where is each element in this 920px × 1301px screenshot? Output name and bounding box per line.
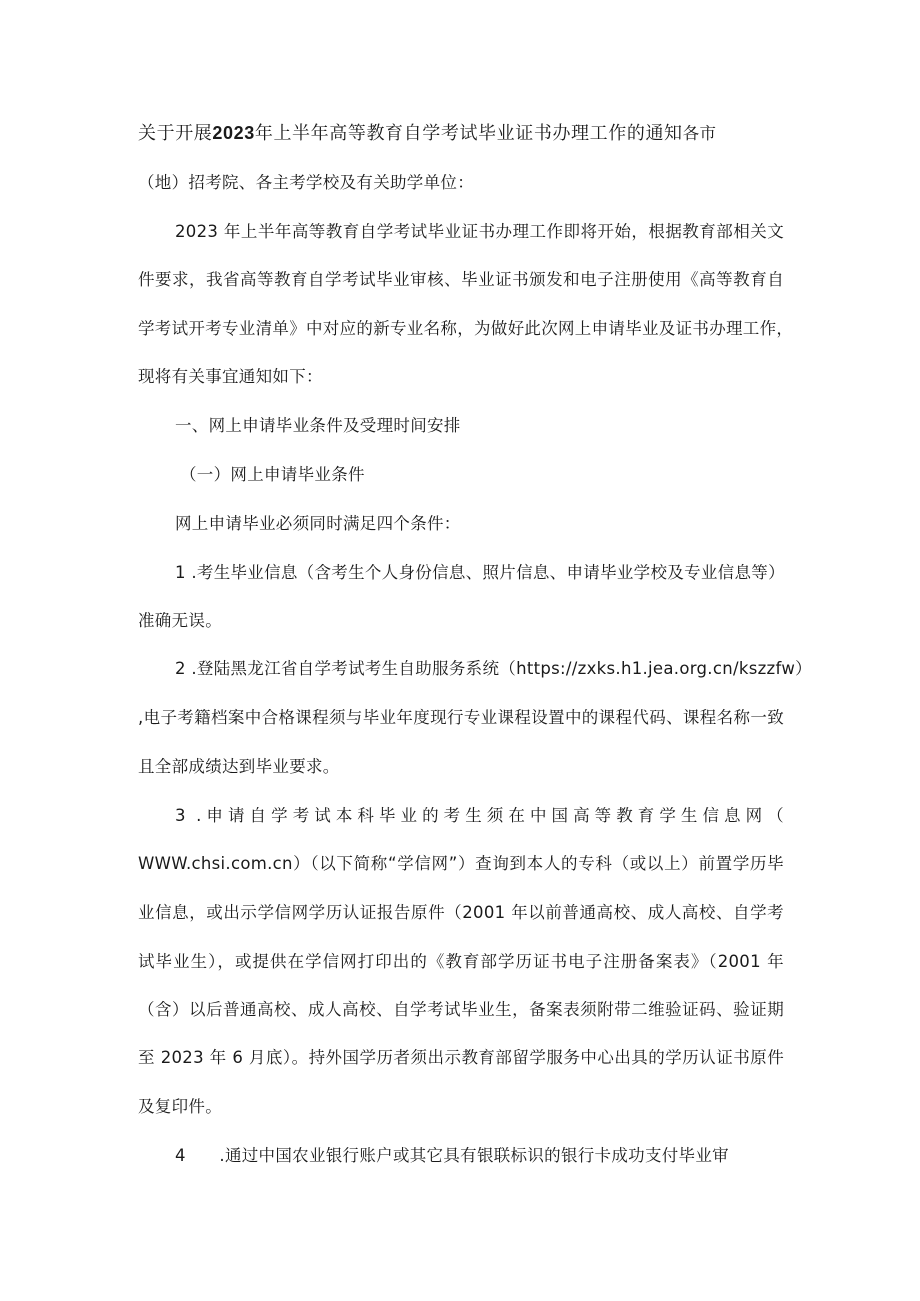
condition-3-line-2: WWW.chsi.com.cn）（以下简称“学信网”）查询到本人的专科（或以上）前置学历毕 [138, 854, 784, 873]
condition-2-line-2: ,电子考籍档案中合格课程须与毕业年度现行专业课程设置中的课程代码、课程名称一致 [138, 708, 784, 727]
condition-4-line-1: 4 .通过中国农业银行账户或其它具有银联标识的银行卡成功支付毕业审 [175, 1146, 729, 1165]
intro-line-4: 现将有关事宜通知如下： [138, 367, 323, 386]
condition-1-line-1: 1 .考生毕业信息（含考生个人身份信息、照片信息、申请毕业学校及专业信息等） [175, 563, 785, 582]
title-tail: 各市 [682, 124, 717, 143]
document-title [138, 121, 784, 146]
condition-1-line-2: 准确无误。 [138, 611, 222, 630]
condition-3-line-7: 及复印件。 [138, 1097, 222, 1116]
intro-line-2: 件要求，我省高等教育自学考试毕业审核、毕业证书颁发和电子注册使用《高等教育自 [138, 270, 784, 289]
condition-3-line-4: 试毕业生），或提供在学信网打印出的《教育部学历证书电子注册备案表》（2001 年 [138, 952, 784, 971]
condition-3-line-6: 至 2023 年 6 月底）。持外国学历者须出示教育部留学服务中心出具的学历认证书原件 [138, 1048, 784, 1067]
condition-2-line-1: 2 .登陆黑龙江省自学考试考生自助服务系统（https://zxks.h1.jea.org.cn/kszzfw） [175, 659, 812, 678]
title-prefix: 关于开展 [138, 123, 213, 144]
salutation: （地）招考院、各主考学校及有关助学单位： [138, 173, 474, 192]
intro-line-1: 2023 年上半年高等教育自学考试毕业证书办理工作即将开始，根据教育部相关文 [175, 222, 784, 241]
conditions-intro: 网上申请毕业必须同时满足四个条件： [175, 514, 461, 533]
condition-3-line-3: 业信息，或出示学信网学历认证报告原件（2001 年以前普通高校、成人高校、自学考 [138, 903, 784, 922]
condition-3-line-1: 3 .申请自学考试本科毕业的考生须在中国高等教育学生信息网（ [175, 806, 784, 825]
title-rest: 年上半年高等教育自学考试毕业证书办理工作的通知 [254, 123, 683, 144]
condition-2-line-3: 且全部成绩达到毕业要求。 [138, 757, 340, 776]
intro-line-3: 学考试开考专业清单》中对应的新专业名称，为做好此次网上申请毕业及证书办理工作， [138, 319, 794, 338]
subsection-heading-1: （一）网上申请毕业条件 [180, 465, 365, 484]
section-heading-1: 一、网上申请毕业条件及受理时间安排 [175, 416, 461, 435]
condition-3-line-5: （含）以后普通高校、成人高校、自学考试毕业生，备案表须附带二维验证码、验证期 [138, 1000, 784, 1019]
title-year: 2023 [212, 123, 255, 143]
